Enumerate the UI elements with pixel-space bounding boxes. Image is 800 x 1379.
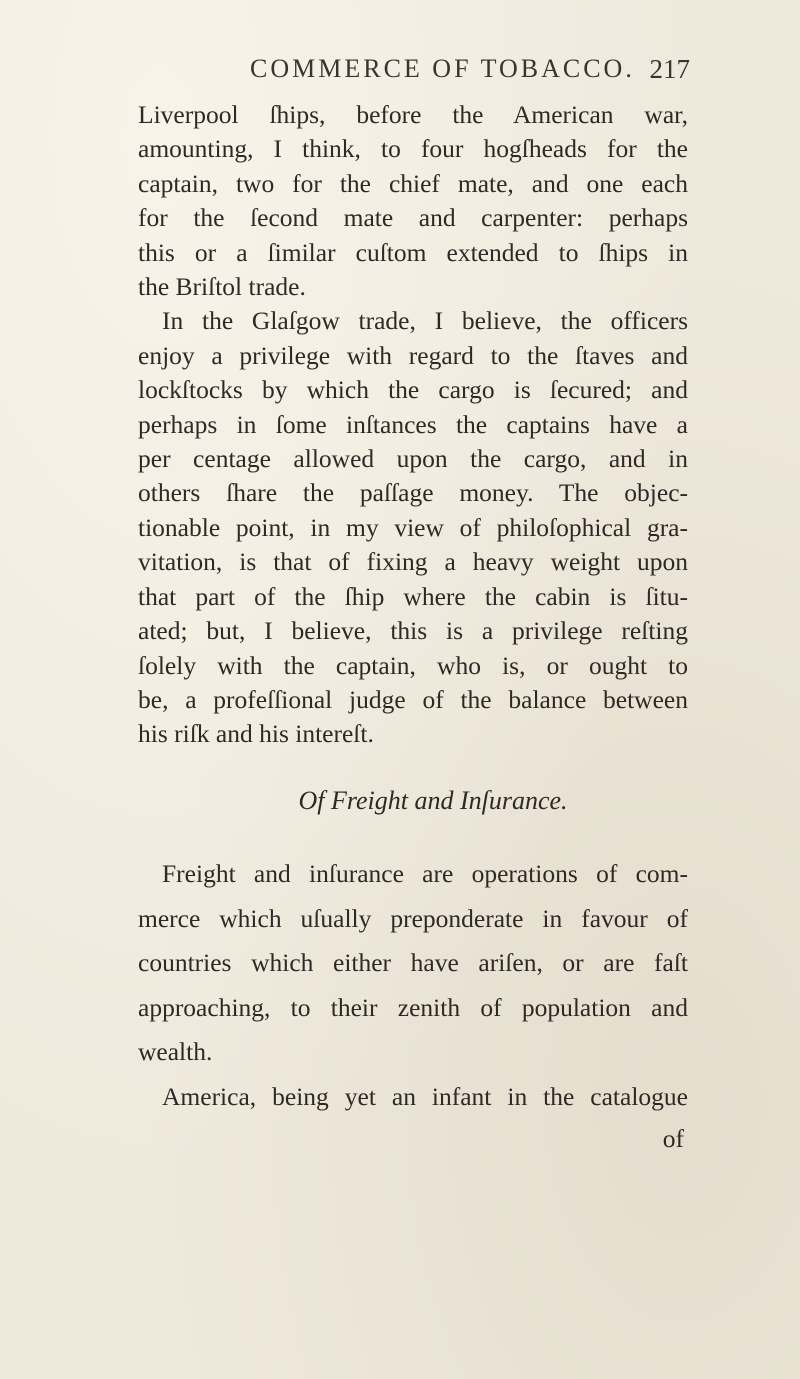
catchword: of xyxy=(662,1124,684,1154)
text-line: America, being yet an infant in the catalogue xyxy=(162,1081,688,1111)
text-line: lockſtocks by which the cargo is ſecured; and xyxy=(138,375,688,405)
text-line: approaching, to their zenith of population and xyxy=(138,992,688,1022)
text-line: Liverpool ſhips, before the American war, xyxy=(138,100,688,129)
text-line: enjoy a privilege with regard to the ſtaves and xyxy=(138,340,688,370)
text-line: be, a profeſſional judge of the balance between xyxy=(138,684,688,714)
text-line: Freight and inſurance are operations of com- xyxy=(162,859,688,889)
text-line: vitation, is that of fixing a heavy weight upon xyxy=(138,547,688,577)
text-line: wealth. xyxy=(138,1037,213,1067)
text-line: the Briſtol trade. xyxy=(138,272,306,302)
text-line: for the ſecond mate and carpenter: perhaps xyxy=(138,203,688,233)
running-title: COMMERCE OF TOBACCO. xyxy=(250,54,635,83)
page-number: 217 xyxy=(649,54,690,84)
text-line: In the Glaſgow trade, I believe, the officers xyxy=(162,306,688,336)
text-line: tionable point, in my view of philoſophical gra- xyxy=(138,512,688,542)
section-heading: Of Freight and Inſurance. xyxy=(298,785,568,815)
text-line: perhaps in ſome inſtances the captains have a xyxy=(138,409,688,439)
text-line: this or a ſimilar cuſtom extended to ſhips in xyxy=(138,237,688,267)
body-text xyxy=(138,98,688,1159)
text-line: captain, two for the chief mate, and one each xyxy=(138,168,688,198)
paragraph-group-1 xyxy=(138,98,688,752)
text-line: countries which either have ariſen, or are faſt xyxy=(138,948,688,978)
text-line: merce which uſually preponderate in favour of xyxy=(138,903,688,933)
paragraph-group-2 xyxy=(138,852,688,1159)
text-line: others ſhare the paſſage money. The objec- xyxy=(138,478,688,508)
running-head xyxy=(250,54,690,88)
text-line: amounting, I think, to four hogſheads for the xyxy=(138,134,688,164)
text-line: per centage allowed upon the cargo, and in xyxy=(138,444,688,474)
text-line: ated; but, I believe, this is a privilege reſting xyxy=(138,616,688,646)
text-line: that part of the ſhip where the cabin is ſitu- xyxy=(138,581,688,611)
text-line: his riſk and his intereſt. xyxy=(138,719,374,749)
text-line: ſolely with the captain, who is, or ought to xyxy=(138,650,688,680)
